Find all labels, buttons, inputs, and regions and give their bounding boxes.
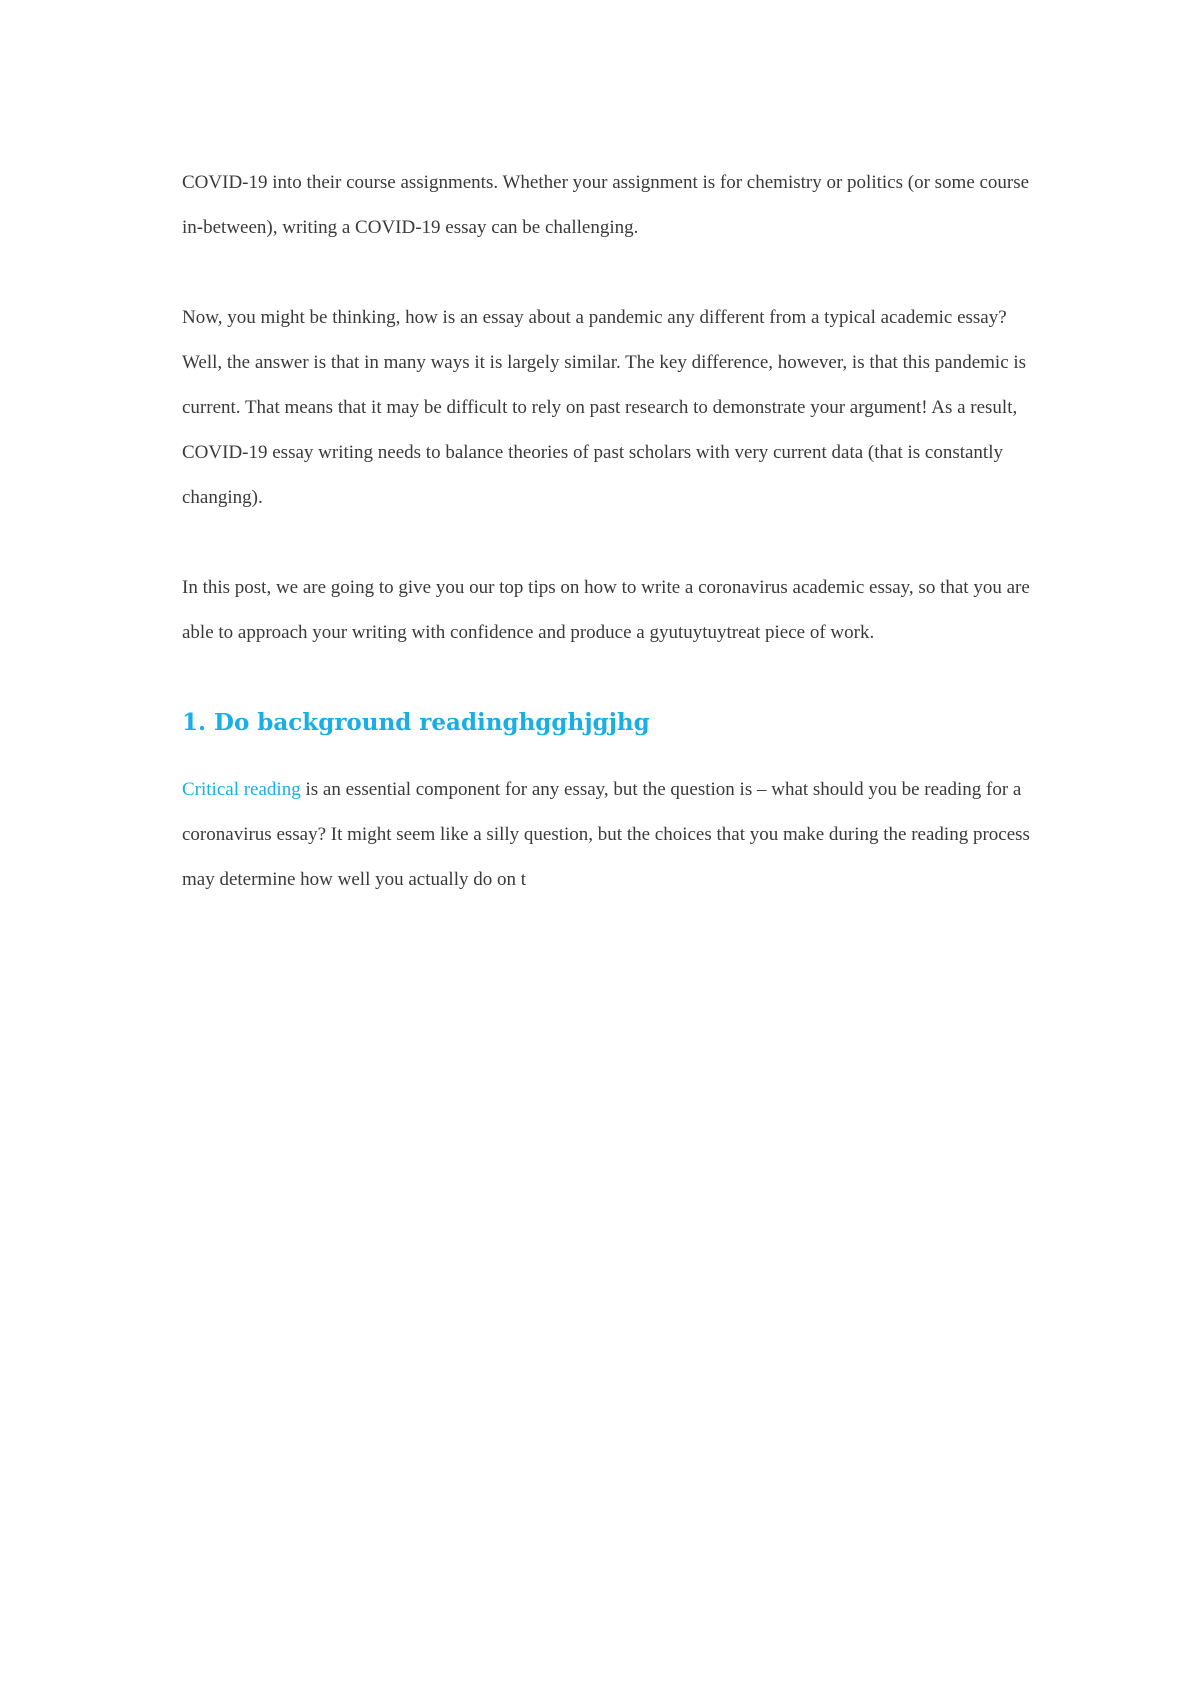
section-heading: 1. Do background readinghgghjgjhg [182, 709, 650, 736]
paragraph-critical-reading [182, 767, 1032, 902]
paragraph-critical-reading-text: is an essential component for any essay, but the question is – what should you be reading for a coronavirus essay? It might seem like a silly question, but the choices that you make during the reading process may determine how well you actually do on t [182, 779, 1030, 890]
paragraph-post-purpose: In this post, we are going to give you our top tips on how to write a coronavirus academic essay, so that you are able to approach your writing with confidence and produce a gyutuytuytreat piece of work. [182, 577, 1030, 643]
paragraph-pandemic-difference: Now, you might be thinking, how is an essay about a pandemic any different from a typical academic essay? Well, the answer is that in many ways it is largely similar. The key difference, however, is that this pandemic is current. That means that it may be difficult to rely on past research to demonstrate your argument! As a result, COVID-19 essay writing needs to balance theories of past scholars with very current data (that is constantly changing). [182, 307, 1027, 508]
paragraph-intro: COVID-19 into their course assignments. Whether your assignment is for chemistry or politics (or some course in-between), writing a COVID-19 essay can be challenging. [182, 172, 1030, 238]
document-body [182, 160, 1032, 902]
critical-reading-link[interactable]: Critical reading [182, 779, 301, 800]
